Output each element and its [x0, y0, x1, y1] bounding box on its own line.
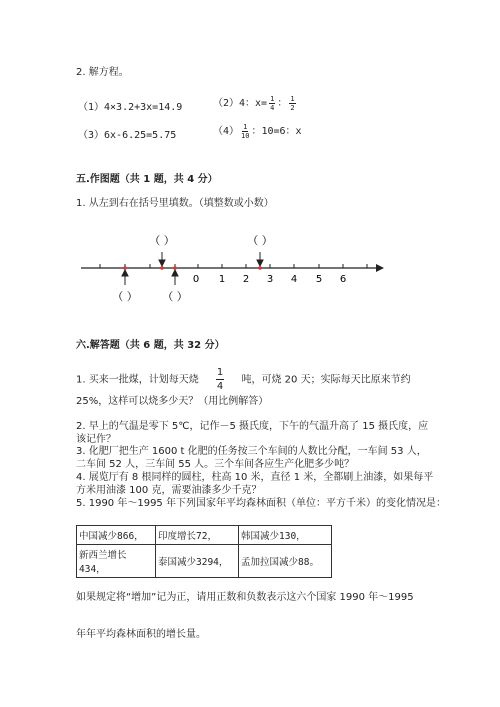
table-cell: 印度增长72，	[156, 526, 239, 545]
equation-2-separator: ：	[277, 98, 288, 109]
table-cell: 泰国减少3294，	[156, 545, 239, 578]
equation-2-fraction-2	[289, 95, 295, 112]
number-line-arrowhead	[376, 264, 384, 272]
fraction-numerator: 1	[216, 367, 224, 378]
number-line-label-4: 4	[290, 274, 298, 285]
equation-2	[213, 94, 298, 112]
section-5-title: 五.作图题（共 1 题，共 4 分）	[76, 174, 218, 185]
table-cell: 孟加拉国减少88。	[239, 545, 332, 578]
question-1-text-b: 吨，可烧 20 天；实际每天比原来节约	[241, 374, 411, 386]
number-line-label-0: 0	[192, 274, 200, 285]
up-arrow-2	[172, 270, 178, 285]
table-cell: 新西兰增长434，	[77, 545, 156, 578]
equation-2-fraction-1	[269, 95, 275, 112]
fraction-numerator: 1	[243, 122, 248, 131]
section-6-question-1-line-1	[76, 366, 411, 393]
section-6-question-4-line-1: 4. 展览厅有 8 根同样的圆柱，柱高 10 米，直径 1 米，全都刷上油漆，如果每平	[76, 472, 434, 483]
question-1-fraction	[216, 366, 224, 393]
section-6-question-2-line-2: 该记作？	[76, 434, 116, 445]
fraction-denominator: 4	[270, 103, 275, 112]
question-1-text-a: 1. 买来一批煤，计划每天烧	[76, 374, 199, 386]
section-6-question-2-line-1: 2. 早上的气温是零下 5℃，记作－5 摄氏度，下午的气温升高了 15 摄氏度，应	[76, 421, 429, 432]
number-line-ticks	[100, 264, 367, 268]
number-line-label-1: 1	[218, 274, 226, 285]
fraction-denominator: 2	[290, 103, 295, 112]
top-answer-paren-1: （ ）	[149, 234, 175, 247]
forest-area-table	[76, 525, 332, 578]
table-row	[77, 526, 332, 545]
bottom-answer-paren-1: （ ）	[112, 290, 138, 303]
equation-4-prefix: （4）	[213, 126, 240, 137]
table-cell: 中国减少866，	[77, 526, 156, 545]
equation-4-suffix: ：10=6：x	[251, 126, 302, 137]
number-line-label-6: 6	[339, 274, 347, 285]
equation-4-fraction	[241, 123, 249, 140]
question-2-title: 2. 解方程。	[76, 67, 129, 78]
section-6-title: 六.解答题（共 6 题，共 32 分）	[76, 340, 225, 351]
number-line-label-2: 2	[242, 274, 250, 285]
equation-4	[213, 122, 302, 140]
bottom-answer-paren-2: （ ）	[162, 290, 188, 303]
up-arrow-1	[122, 270, 128, 285]
section-6-question-1-line-2: 25%，这样可以烧多少天？（用比例解答）	[76, 396, 269, 407]
fraction-numerator: 1	[290, 94, 295, 103]
table-cell: 韩国减少130，	[239, 526, 332, 545]
equation-1: （1）4×3.2+3x=14.9	[78, 102, 183, 113]
section-6-question-3-line-2: 二车间 52 人，三车间 55 人。三个车间各应生产化肥多少吨？	[76, 459, 355, 470]
top-answer-paren-2: （ ）	[247, 234, 273, 247]
fraction-numerator: 1	[270, 94, 275, 103]
table-row	[77, 545, 332, 578]
number-line-label-5: 5	[315, 274, 323, 285]
section-6-question-5: 5. 1990 年～1995 年下列国家年平均森林面积（单位：平方千米）的变化情况是：	[76, 498, 446, 509]
down-arrow-1	[159, 252, 165, 266]
section-6-question-3-line-1: 3. 化肥厂把生产 1600 t 化肥的任务按三个车间的人数比分配，一车间 53 人，	[76, 446, 427, 457]
equation-3: （3）6x-6.25=5.75	[78, 130, 177, 141]
equation-2-prefix: （2）4：x=	[213, 98, 268, 109]
down-arrow-2	[257, 252, 263, 266]
fraction-denominator: 4	[216, 381, 224, 392]
section-6-question-4-line-2: 方米用油漆 100 克，需要油漆多少千克？	[76, 485, 262, 496]
follow-up-line-2: 年年平均森林面积的增长量。	[76, 629, 206, 640]
follow-up-line-1: 如果规定将“增加”记为正，请用正数和负数表示这六个国家 1990 年～1995	[76, 592, 414, 603]
fraction-denominator: 10	[241, 131, 250, 140]
number-line-label-3: 3	[266, 274, 274, 285]
number-line-figure	[76, 230, 386, 310]
section-5-question-1: 1. 从左到右在括号里填数。（填整数或小数）	[76, 198, 274, 209]
